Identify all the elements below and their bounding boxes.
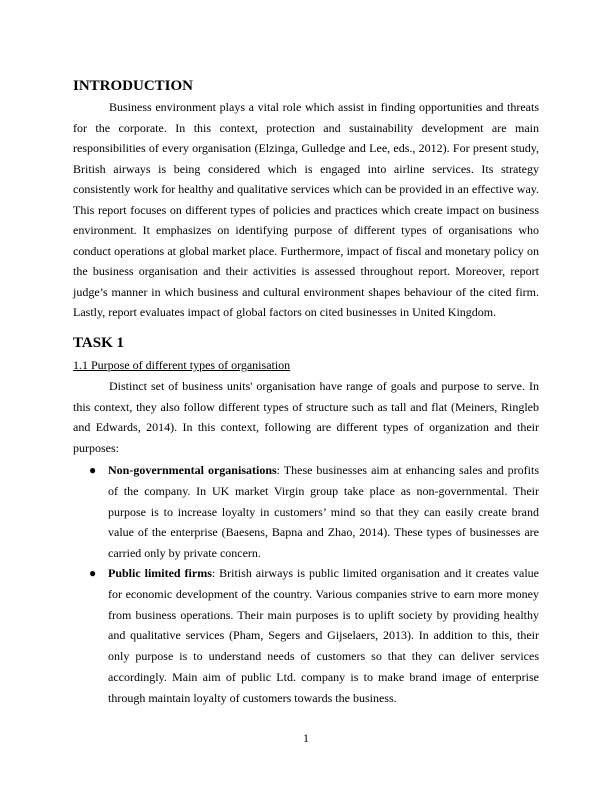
list-item-public-limited [73,563,539,709]
organisation-types-list [73,460,539,564]
introduction-paragraph: Business environment plays a vital role which assist in finding opportunities and threats for the corporate. In this context, protection and sustainability development are main responsibilities of every organisation (Elzinga, Gulledge and Lee, eds., 2012). For present study, British airways is being considered which is engaged into airline services. Its strategy consistently work for healthy and qualitative services which can be provided in an effective way. This report focuses on different types of policies and practices which create impact on business environment. It emphasizes on identifying purpose of different types of organisations who conduct operations at global market place. Furthermore, impact of fiscal and monetary policy on the business organisation and their activities is assessed throughout report. Moreover, report judge’s manner in which business and cultural environment shapes behaviour of the cited firm. Lastly, report evaluates impact of global factors on cited businesses in United Kingdom. [73,100,539,319]
organisation-types-list-continued [73,563,539,709]
bullet-text: : These businesses aim at enhancing sales and profits of the company. In UK market Virgin group take place as non-governmental. Their purpose is to increase loyalty in customers’ mind so that they can easily create brand value of the enterprise (Baesens, Bapna and Zhao, 2014). These types of businesses are carried only by private concern. [108,463,540,561]
bullet-text: : British airways is public limited organisation and it creates value for economic development of the country. Various companies strive to earn more money from business operations. Their main purposes is to uplift society by providing healthy and qualitative services (Pham, Segers and Gijselaers, 2013). In addition to this, their only purpose is to understand needs of customers so that they can deliver services accordingly. Main aim of public Ltd. company is to make brand image of enterprise through maintain loyalty of customers towards the business. [108,566,539,705]
bullet-title: Non-governmental organisations [108,463,277,477]
list-item-non-governmental [73,460,539,564]
bullet-icon: ● [89,463,97,477]
task1-subheading: 1.1 Purpose of different types of organisation [73,358,291,372]
bullet-title: Public limited firms [108,566,212,580]
introduction-heading: INTRODUCTION [73,78,194,94]
bullet-icon: ● [89,566,97,580]
page-number: 1 [303,731,309,745]
task1-heading: TASK 1 [73,335,124,351]
task1-paragraph: Distinct set of business units' organisation have range of goals and purpose to serve. In this context, they also follow different types of structure such as tall and flat (Meiners, Ringleb and Edwards, 2014). In this context, following are different types of organization and their purposes: [73,379,539,455]
